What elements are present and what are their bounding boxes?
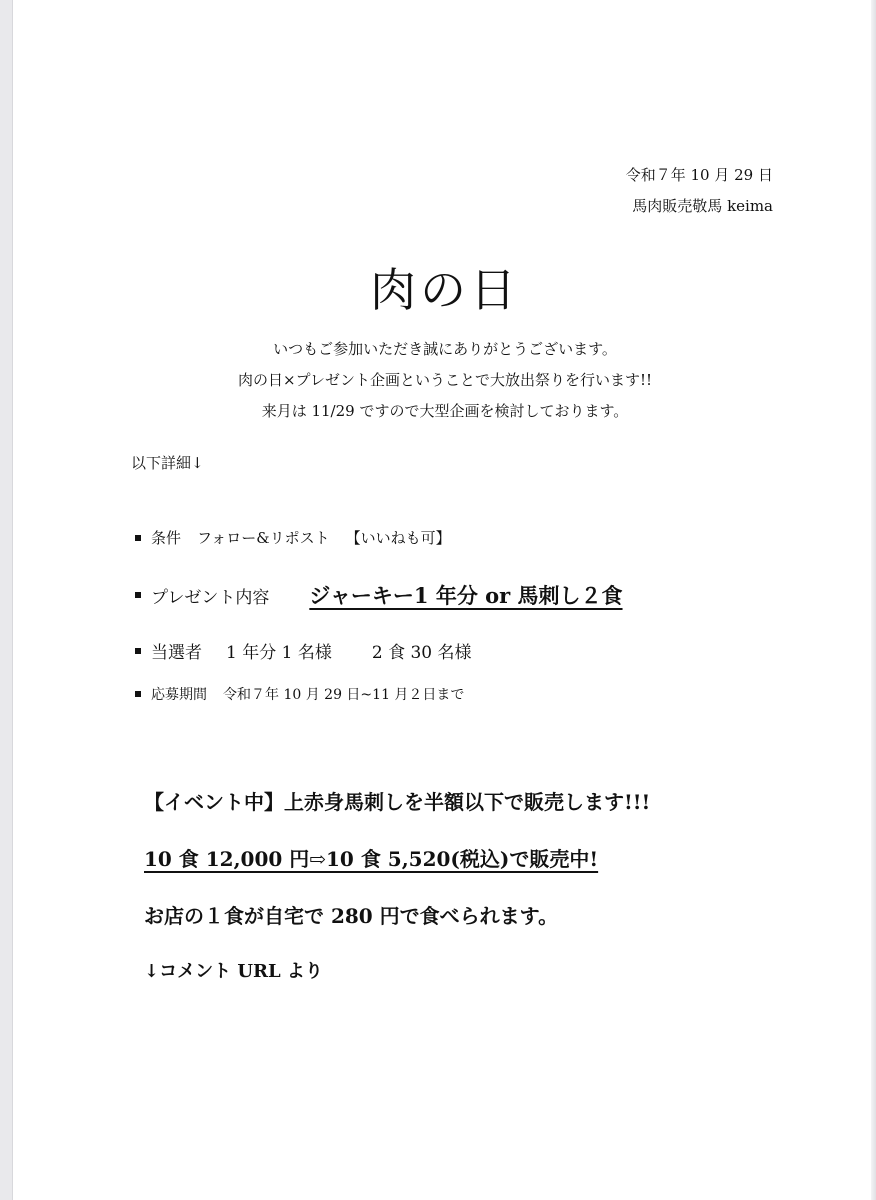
period-value: 令和７年 10 月 29 日~11 月２日まで (223, 687, 465, 703)
period-item (135, 684, 464, 704)
conditions-item (135, 527, 451, 548)
conditions-note: 【いいねも可】 (345, 529, 451, 547)
winners-value-1: 1 年分 1 名様 (226, 643, 332, 663)
present-label: プレゼント内容 (151, 587, 270, 608)
conditions-value: フォロー&リポスト (197, 529, 330, 547)
winners-label: 当選者 (151, 643, 202, 663)
page-edge-shadow (871, 0, 876, 1200)
conditions-label: 条件 (151, 529, 182, 547)
winners-value-2: 2 食 30 名様 (371, 643, 472, 663)
square-bullet-icon (135, 691, 141, 697)
event-line-1: 【イベント中】上赤身馬刺しを半額以下で販売します!!! (144, 790, 651, 814)
present-item (135, 580, 623, 610)
event-line-3: お店の１食が自宅で 280 円で食べられます。 (144, 904, 559, 928)
winners-item (135, 638, 472, 663)
square-bullet-icon (135, 535, 141, 541)
event-price-line: 10 食 12,000 円⇨10 食 5,520(税込)で販売中! (144, 847, 599, 871)
details-heading: 以下詳細↓ (131, 454, 204, 472)
intro-text (13, 334, 876, 427)
intro-line-3: 来月は 11/29 ですので大型企画を検討しております。 (261, 402, 629, 420)
shop-name: 馬肉販売敬馬 keima (632, 197, 773, 215)
present-value: ジャーキー1 年分 or 馬刺し２食 (309, 583, 623, 608)
header-info (626, 160, 773, 222)
date-text: 令和７年 10 月 29 日 (625, 166, 773, 184)
intro-line-2: 肉の日×プレゼント企画ということで大放出祭りを行います!! (237, 371, 653, 389)
comment-url-note: ↓コメント URL より (144, 961, 323, 982)
period-label: 応募期間 (151, 687, 207, 703)
document-page (12, 0, 876, 1200)
intro-line-1: いつもご参加いただき誠にありがとうございます。 (273, 340, 617, 358)
square-bullet-icon (135, 648, 141, 654)
square-bullet-icon (135, 592, 141, 598)
page-title: 肉の日 (370, 263, 520, 317)
